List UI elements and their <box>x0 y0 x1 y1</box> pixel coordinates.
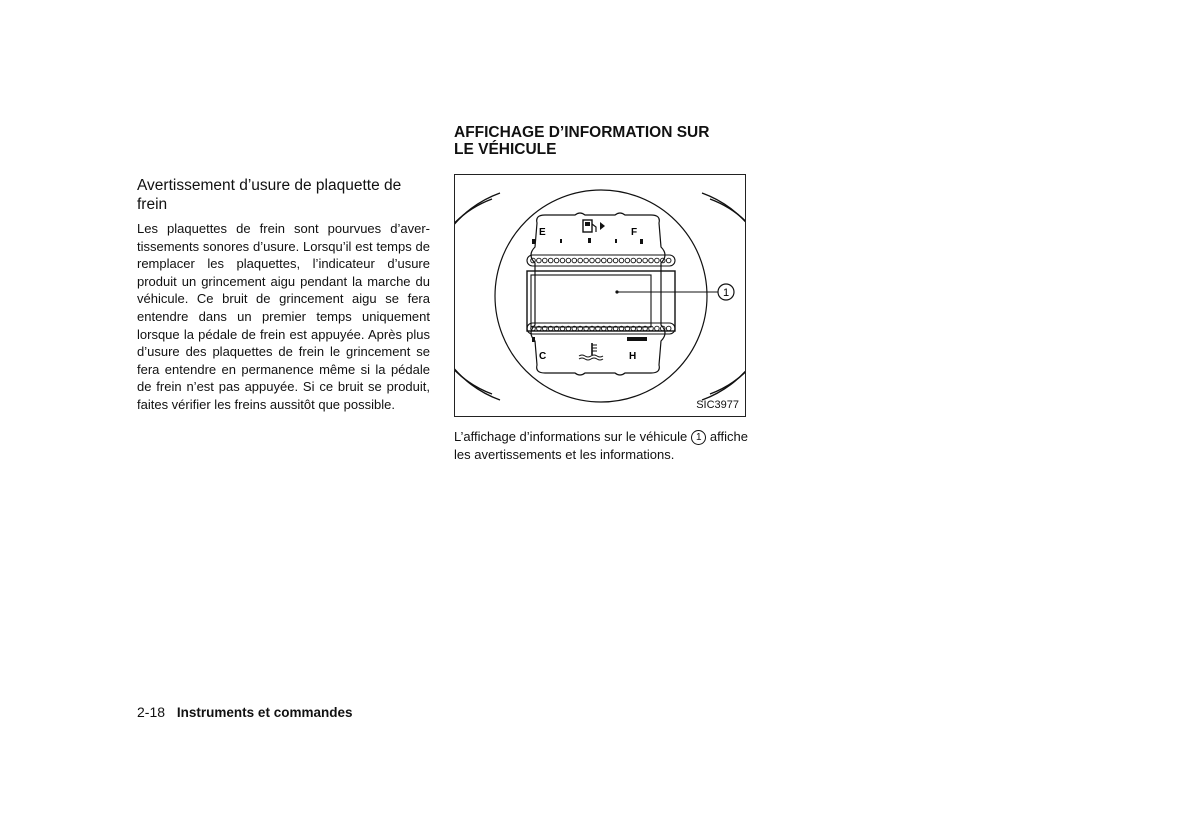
indicator-bead <box>596 258 601 263</box>
chapter-title: Instruments et commandes <box>176 705 353 720</box>
caption-text-part1: L’affichage d’informations sur le véhicule <box>454 429 688 444</box>
indicator-bead <box>613 258 618 263</box>
indicator-bead <box>578 258 583 263</box>
gauge-label-c: C <box>539 351 547 362</box>
indicator-bead <box>637 258 642 263</box>
indicator-bead <box>537 258 542 263</box>
fuel-pump-icon <box>583 220 605 232</box>
cluster-illustration <box>455 175 746 417</box>
figure-code: SIC3977 <box>696 399 739 411</box>
indicator-bead <box>655 326 660 331</box>
callout-number: 1 <box>722 287 730 299</box>
indicator-bead <box>649 258 654 263</box>
page-number: 2-18 <box>137 704 166 720</box>
caption-callout: 1 <box>691 430 706 445</box>
upper-indicator-beads <box>531 258 671 263</box>
section-heading-line1: AFFICHAGE D’INFORMATION SUR <box>454 124 710 141</box>
section-heading <box>454 124 748 158</box>
indicator-bead <box>566 258 571 263</box>
indicator-bead <box>631 258 636 263</box>
indicator-bead <box>602 258 607 263</box>
gauge-label-f: F <box>631 227 638 238</box>
gauge-label-e: E <box>539 227 546 238</box>
brake-pad-subheading: Avertissement d’usure de plaquette de frein <box>137 177 402 213</box>
indicator-bead <box>666 258 671 263</box>
indicator-bead <box>548 258 553 263</box>
indicator-bead <box>554 258 559 263</box>
page-footer <box>137 704 352 720</box>
indicator-bead <box>643 258 648 263</box>
gauge-label-h: H <box>629 351 637 362</box>
section-heading-line2: LE VÉHICULE <box>454 141 557 158</box>
indicator-bead <box>543 258 548 263</box>
indicator-bead <box>590 258 595 263</box>
indicator-bead <box>625 258 630 263</box>
instrument-cluster-figure <box>454 174 746 417</box>
figure-caption <box>454 428 748 463</box>
indicator-bead <box>584 258 589 263</box>
caption-text-part2: affiche les avertissements et les informations. <box>454 429 748 462</box>
coolant-temperature-icon <box>579 343 603 360</box>
brake-pad-body-text: Les plaquettes de frein sont pourvues d’avertissements sonores d’usure. Lorsqu’il est temps de remplacer les plaquettes, l’indicateur d’usure produit un grincement aigu pendant la marche du véhicule. Ce bruit de grincement aigu se fera entendre dans un premier temps uniquement lorsque la pédale de frein est appuyée. Après plus d’usure des plaquettes de frein le grincement se fera entendre en permanence même si la pédale de frein n’est pas appuyée. Si ce bruit se produit, faites vérifier les freins aussitôt que possible. <box>137 221 430 412</box>
indicator-bead <box>607 258 612 263</box>
indicator-bead <box>572 258 577 263</box>
indicator-bead <box>655 258 660 263</box>
indicator-bead <box>666 326 671 331</box>
indicator-bead <box>619 258 624 263</box>
indicator-bead <box>560 258 565 263</box>
right-column <box>454 124 748 462</box>
left-column <box>137 176 430 414</box>
